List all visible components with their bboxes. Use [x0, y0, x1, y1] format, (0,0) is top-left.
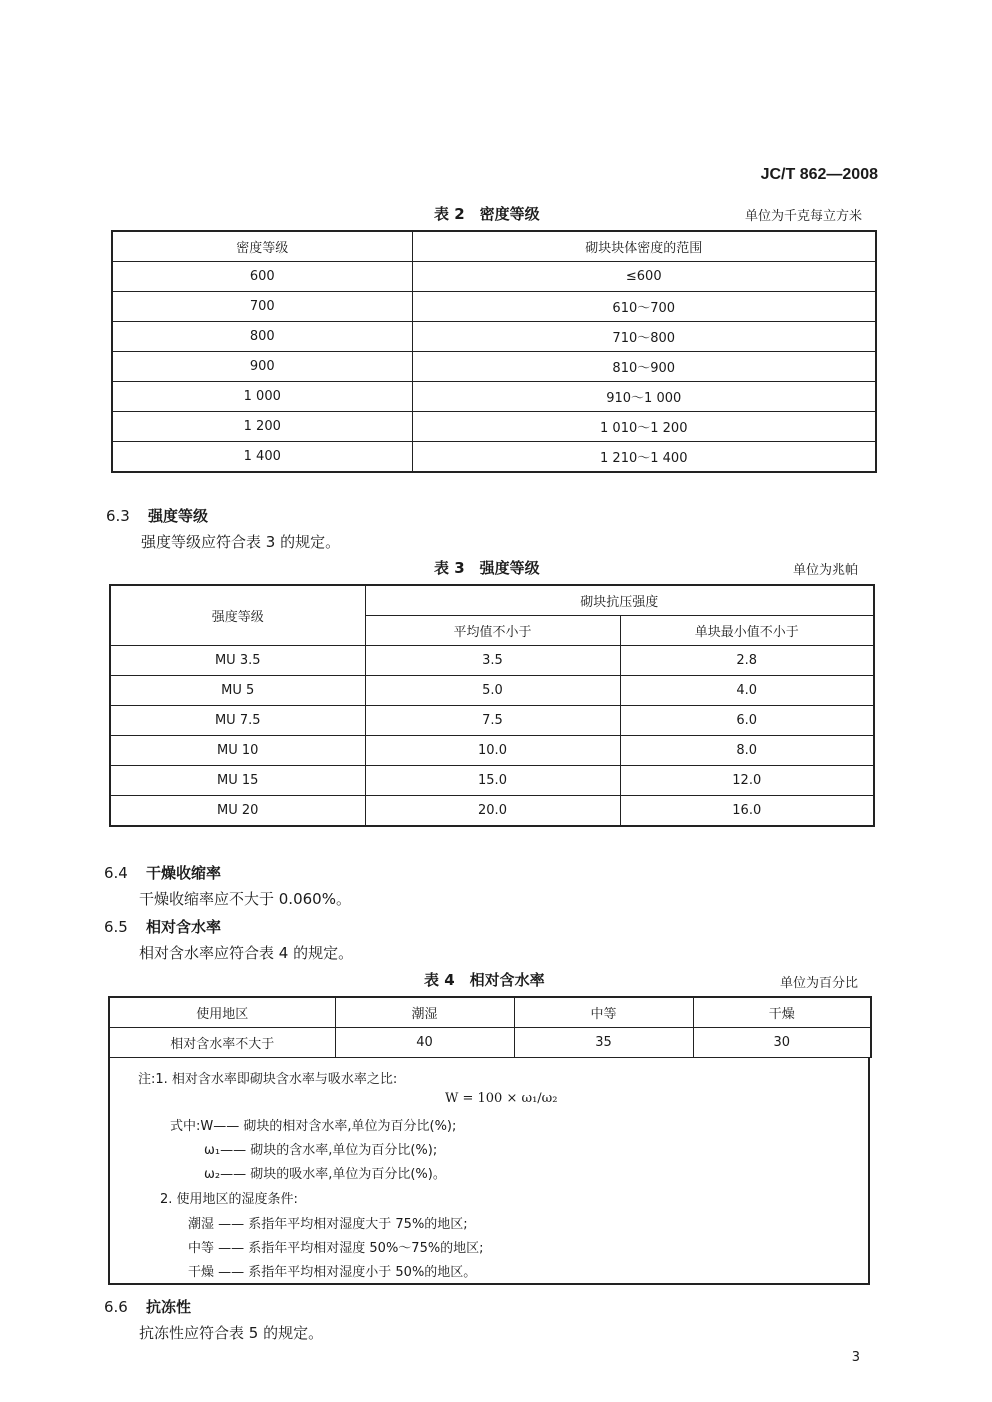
dry-definition: 干燥 —— 系指年平均相对湿度小于 50%的地区。: [188, 1265, 477, 1280]
section-6-5-text: 相对含水率应符合表 4 的规定。: [139, 944, 354, 962]
medium-definition: 中等 —— 系指年平均相对湿度 50%～75%的地区;: [188, 1241, 484, 1256]
formula: W = 100 × ω₁/ω₂: [445, 1091, 558, 1106]
table-row: [112, 322, 876, 352]
table-cell: 5.0: [365, 676, 620, 706]
standard-number: JC/T 862—2008: [760, 166, 878, 183]
table-cell: ≤600: [412, 262, 876, 292]
table-row: [110, 736, 874, 766]
table-cell: 8.0: [620, 736, 874, 766]
table3-header-cell: 强度等级: [110, 585, 365, 646]
section-6-5-heading: [104, 916, 221, 937]
table3-caption: 表 3 强度等级: [434, 559, 540, 577]
table3: [109, 584, 875, 827]
w-definition: 式中:W—— 砌块的相对含水率,单位为百分比(%);: [170, 1119, 457, 1134]
humid-definition: 潮湿 —— 系指年平均相对湿度大于 75%的地区;: [188, 1217, 468, 1232]
table-cell: 2.8: [620, 646, 874, 676]
table-row: [110, 766, 874, 796]
table-cell: 20.0: [365, 796, 620, 827]
table4-unit: 单位为百分比: [779, 976, 858, 991]
note-1: 注:1. 相对含水率即砌块含水率与吸水率之比:: [138, 1072, 398, 1087]
table-cell: 7.5: [365, 706, 620, 736]
note-2: 2. 使用地区的湿度条件:: [160, 1192, 298, 1207]
table2-unit: 单位为千克每立方米: [744, 209, 862, 224]
table-row: [110, 796, 874, 827]
table-cell: 6.0: [620, 706, 874, 736]
table-cell: 10.0: [365, 736, 620, 766]
table2-caption: 表 2 密度等级: [434, 205, 540, 223]
table-cell: 12.0: [620, 766, 874, 796]
section-title: 抗冻性: [146, 1298, 192, 1316]
section-6-6-heading: [104, 1296, 191, 1317]
section-number: 6.4: [104, 864, 128, 882]
table-row: [109, 1028, 871, 1058]
table2-header-row: [112, 231, 876, 262]
section-6-4-text: 干燥收缩率应不大于 0.060%。: [139, 890, 351, 908]
table4-notes: [108, 1057, 870, 1285]
table-cell: MU 3.5: [110, 646, 365, 676]
section-6-3-heading: [106, 505, 208, 526]
table-cell: 15.0: [365, 766, 620, 796]
table-cell: 3.5: [365, 646, 620, 676]
table4-caption: 表 4 相对含水率: [424, 971, 545, 989]
table-cell: MU 20: [110, 796, 365, 827]
table-cell: 16.0: [620, 796, 874, 827]
table-cell: 910～1 000: [412, 382, 876, 412]
section-title: 相对含水率: [146, 918, 222, 936]
section-6-6-text: 抗冻性应符合表 5 的规定。: [139, 1324, 324, 1342]
table-cell: 800: [112, 322, 412, 352]
table4: [108, 996, 872, 1058]
section-6-3-text: 强度等级应符合表 3 的规定。: [141, 533, 341, 551]
table2-header-cell: 密度等级: [112, 231, 412, 262]
table3-header-cell: 单块最小值不小于: [620, 616, 874, 646]
w2-definition: ω₂—— 砌块的吸水率,单位为百分比(%)。: [204, 1167, 446, 1182]
table3-header-cell: 砌块抗压强度: [365, 585, 874, 616]
table-cell: 相对含水率不大于: [109, 1028, 335, 1058]
section-title: 干燥收缩率: [146, 864, 222, 882]
table4-header-cell: 干燥: [693, 997, 871, 1028]
page-number: 3: [851, 1350, 860, 1365]
table-row: [112, 412, 876, 442]
table3-header-cell: 平均值不小于: [365, 616, 620, 646]
table-row: [112, 442, 876, 473]
table-cell: 600: [112, 262, 412, 292]
section-title: 强度等级: [148, 507, 209, 525]
table-row: [112, 352, 876, 382]
w1-definition: ω₁—— 砌块的含水率,单位为百分比(%);: [204, 1143, 438, 1158]
table4-header-cell: 中等: [514, 997, 693, 1028]
table-cell: MU 5: [110, 676, 365, 706]
table-cell: 1 400: [112, 442, 412, 473]
table-cell: 1 200: [112, 412, 412, 442]
table-cell: 30: [693, 1028, 871, 1058]
table-cell: 810～900: [412, 352, 876, 382]
table-cell: 900: [112, 352, 412, 382]
table-cell: 35: [514, 1028, 693, 1058]
table-cell: 710～800: [412, 322, 876, 352]
table-cell: 610～700: [412, 292, 876, 322]
table-row: [110, 646, 874, 676]
table-row: [112, 292, 876, 322]
section-number: 6.3: [106, 507, 130, 525]
table-cell: 4.0: [620, 676, 874, 706]
table-row: [110, 676, 874, 706]
table-cell: MU 10: [110, 736, 365, 766]
table-cell: 700: [112, 292, 412, 322]
table4-header-cell: 潮湿: [335, 997, 514, 1028]
table-cell: 1 210～1 400: [412, 442, 876, 473]
section-6-4-heading: [104, 862, 221, 883]
table-cell: MU 15: [110, 766, 365, 796]
table4-header-cell: 使用地区: [109, 997, 335, 1028]
table3-unit: 单位为兆帕: [792, 563, 858, 578]
table-row: [112, 382, 876, 412]
section-number: 6.6: [104, 1298, 128, 1316]
table-cell: 1 000: [112, 382, 412, 412]
table2-header-cell: 砌块块体密度的范围: [412, 231, 876, 262]
table2: [111, 230, 877, 473]
table-row: [112, 262, 876, 292]
section-number: 6.5: [104, 918, 128, 936]
table-cell: 40: [335, 1028, 514, 1058]
table-cell: MU 7.5: [110, 706, 365, 736]
table3-header-row: [110, 585, 874, 616]
table-row: [110, 706, 874, 736]
table-cell: 1 010～1 200: [412, 412, 876, 442]
table4-header-row: [109, 997, 871, 1028]
